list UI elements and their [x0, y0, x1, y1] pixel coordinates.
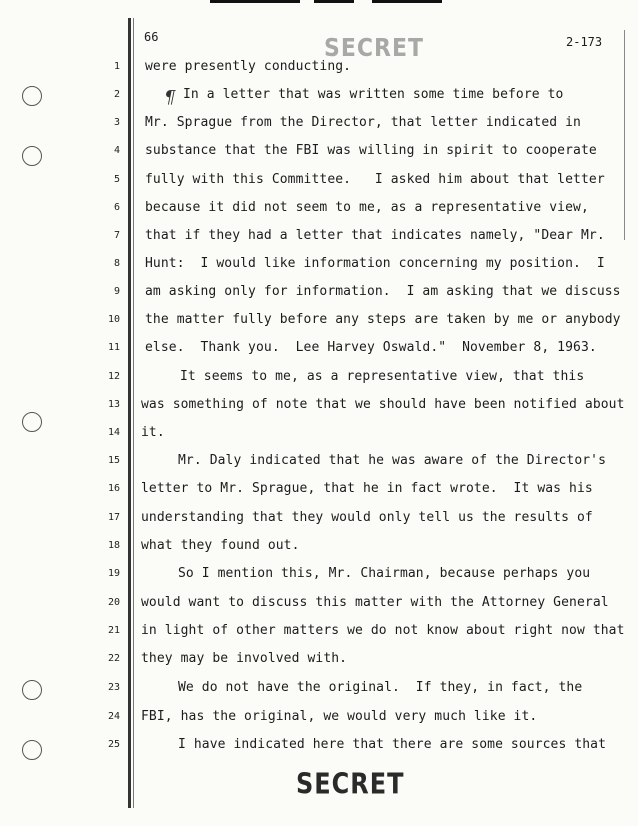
- line-number: 20: [107, 597, 120, 608]
- line-number: 19: [107, 568, 120, 579]
- line-number: 25: [107, 739, 120, 750]
- top-edge-mark: [372, 0, 442, 3]
- line-number: 9: [113, 286, 120, 297]
- margin-rule: [128, 18, 131, 808]
- transcript-line: It seems to me, as a representative view, that this: [180, 369, 585, 384]
- right-margin-rule: [624, 30, 625, 240]
- transcript-line: was something of note that we should have been notified about: [141, 397, 625, 412]
- line-number: 17: [107, 512, 120, 523]
- line-number: 11: [107, 342, 120, 353]
- binder-hole-icon: [22, 86, 42, 106]
- line-number: 2: [113, 89, 120, 100]
- transcript-line: FBI, has the original, we would very much like it.: [141, 709, 538, 724]
- line-number: 14: [107, 427, 120, 438]
- transcript-line: substance that the FBI was willing in spirit to cooperate: [145, 143, 597, 158]
- transcript-line: in light of other matters we do not know about right now that: [141, 623, 625, 638]
- transcript-line: that if they had a letter that indicates namely, "Dear Mr.: [145, 228, 605, 243]
- line-number: 3: [113, 117, 120, 128]
- classification-stamp-bottom: SECRET: [296, 767, 405, 801]
- transcript-line: fully with this Committee. I asked him about that letter: [145, 172, 605, 187]
- top-edge-mark: [210, 0, 300, 3]
- binder-hole-icon: [22, 146, 42, 166]
- line-number: 4: [113, 145, 120, 156]
- line-number: 12: [107, 371, 120, 382]
- transcript-line: else. Thank you. Lee Harvey Oswald." November 8, 1963.: [145, 340, 597, 355]
- line-number: 23: [107, 682, 120, 693]
- transcript-line: In a letter that was written some time before to: [183, 87, 564, 102]
- transcript-line: Mr. Sprague from the Director, that letter indicated in: [145, 115, 581, 130]
- line-number: 6: [113, 202, 120, 213]
- classification-stamp-top: SECRET: [324, 34, 424, 63]
- line-number: 8: [113, 258, 120, 269]
- line-number: 21: [107, 625, 120, 636]
- paragraph-mark-icon: ¶: [164, 87, 176, 108]
- line-number: 16: [107, 483, 120, 494]
- binder-hole-icon: [22, 412, 42, 432]
- transcript-line: Mr. Daly indicated that he was aware of the Director's: [178, 453, 607, 468]
- page-number: 66: [144, 30, 159, 44]
- binder-hole-icon: [22, 680, 42, 700]
- line-number: 10: [107, 314, 120, 325]
- line-number: 18: [107, 540, 120, 551]
- transcript-line: I have indicated here that there are some sources that: [178, 737, 607, 752]
- line-number: 13: [107, 399, 120, 410]
- line-number: 7: [113, 230, 120, 241]
- line-number: 22: [107, 653, 120, 664]
- line-number: 15: [107, 455, 120, 466]
- transcript-line: they may be involved with.: [141, 651, 348, 666]
- transcript-line: understanding that they would only tell us the results of: [141, 510, 593, 525]
- line-number: 1: [113, 61, 120, 72]
- transcript-line: am asking only for information. I am asking that we discuss: [145, 284, 621, 299]
- transcript-line: what they found out.: [141, 538, 300, 553]
- transcript-line: We do not have the original. If they, in fact, the: [178, 680, 583, 695]
- transcript-line: the matter fully before any steps are taken by me or anybody: [145, 312, 621, 327]
- transcript-line: letter to Mr. Sprague, that he in fact wrote. It was his: [141, 481, 593, 496]
- transcript-line: So I mention this, Mr. Chairman, because perhaps you: [178, 566, 591, 581]
- line-number: 5: [113, 174, 120, 185]
- top-edge-mark: [314, 0, 354, 3]
- margin-rule: [133, 18, 134, 808]
- line-number: 24: [107, 711, 120, 722]
- transcript-line: were presently conducting.: [145, 59, 352, 74]
- binder-hole-icon: [22, 740, 42, 760]
- transcript-line: would want to discuss this matter with the Attorney General: [141, 595, 609, 610]
- transcript-line: because it did not seem to me, as a representative view,: [145, 200, 589, 215]
- transcript-line: Hunt: I would like information concerning my position. I: [145, 256, 605, 271]
- transcript-line: it.: [141, 425, 165, 440]
- document-number: 2-173: [566, 35, 603, 49]
